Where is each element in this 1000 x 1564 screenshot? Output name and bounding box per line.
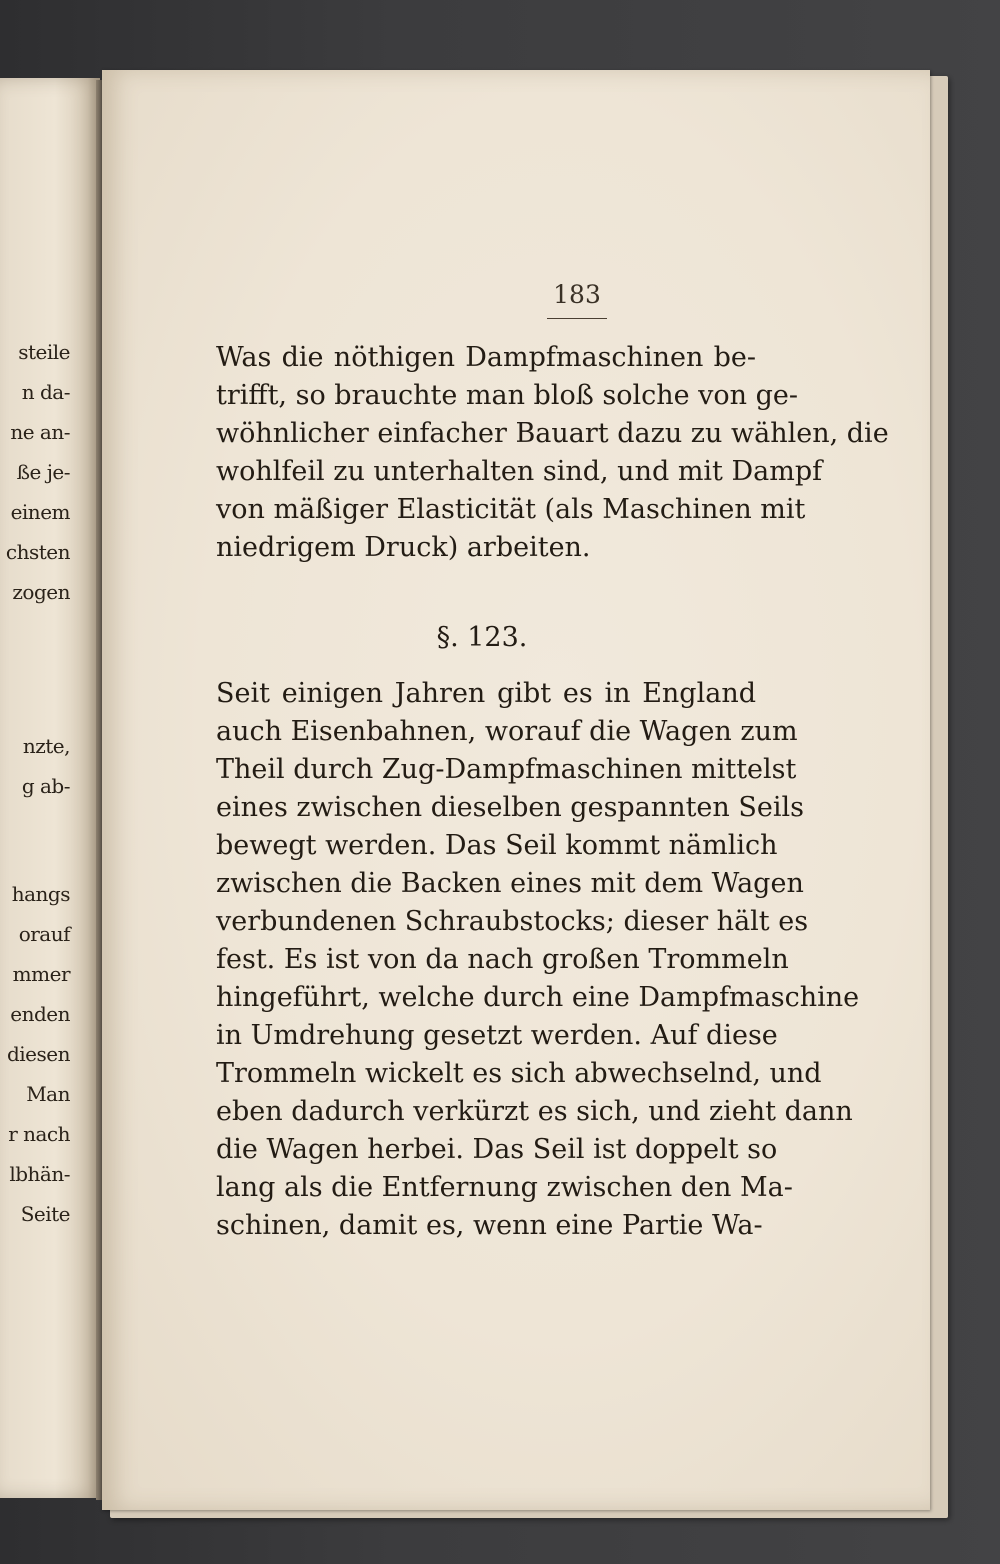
- text-line: trifft, so brauchte man bloß solche von ge-: [216, 380, 799, 411]
- text-line: fest. Es ist von da nach großen Trommeln: [216, 944, 789, 975]
- text-line: schinen, damit es, wenn eine Partie Wa-: [216, 1210, 763, 1241]
- left-fragment: r nach: [8, 1122, 70, 1146]
- left-fragment: einem: [10, 500, 70, 524]
- left-fragment: zogen: [12, 580, 70, 604]
- left-fragment: nzte,: [22, 734, 70, 758]
- left-page: [0, 78, 100, 1498]
- left-fragment: diesen: [6, 1042, 70, 1066]
- left-fragment: n da-: [21, 380, 70, 404]
- text-line: eben dadurch verkürzt es sich, und zieht dann: [216, 1096, 853, 1127]
- text-line: lang als die Entfernung zwischen den Ma-: [216, 1172, 793, 1203]
- left-fragment: ße je-: [16, 460, 70, 484]
- left-fragment: steile: [18, 340, 70, 364]
- text-line: bewegt werden. Das Seil kommt nämlich: [216, 830, 778, 861]
- left-fragment: ne an-: [10, 420, 70, 444]
- text-line: wöhnlicher einfacher Bauart dazu zu wählen, die: [216, 418, 889, 449]
- left-fragment: chsten: [5, 540, 70, 564]
- text-line: verbundenen Schraubstocks; dieser hält es: [216, 906, 809, 937]
- text-line: die Wagen herbei. Das Seil ist doppelt so: [216, 1134, 778, 1165]
- left-fragment: g ab-: [21, 774, 70, 798]
- left-fragment: Seite: [20, 1202, 70, 1226]
- text-line: Was die nöthigen Dampfmaschinen be-: [216, 342, 756, 373]
- page-number: 183: [553, 280, 601, 309]
- left-fragment: lbhän-: [9, 1162, 70, 1186]
- header-rule: [547, 318, 607, 319]
- text-line: von mäßiger Elasticität (als Maschinen mit: [216, 494, 806, 525]
- text-line: niedrigem Druck) arbeiten.: [216, 532, 591, 563]
- left-fragment: mmer: [12, 962, 70, 986]
- left-fragment: orauf: [18, 922, 70, 946]
- text-line: zwischen die Backen eines mit dem Wagen: [216, 868, 804, 899]
- text-line: Trommeln wickelt es sich abwechselnd, und: [216, 1058, 822, 1089]
- section-heading: §. 123.: [436, 622, 528, 653]
- text-line: in Umdrehung gesetzt werden. Auf diese: [216, 1020, 778, 1051]
- left-fragment: hangs: [11, 882, 70, 906]
- text-line: Seit einigen Jahren gibt es in England: [216, 678, 756, 709]
- left-fragment: enden: [10, 1002, 70, 1026]
- text-line: auch Eisenbahnen, worauf die Wagen zum: [216, 716, 798, 747]
- left-fragment: Man: [26, 1082, 70, 1106]
- text-line: hingeführt, welche durch eine Dampfmaschine: [216, 982, 860, 1013]
- text-line: Theil durch Zug-Dampfmaschinen mittelst: [216, 754, 797, 785]
- text-line: eines zwischen dieselben gespannten Seils: [216, 792, 804, 823]
- right-page: [102, 70, 930, 1510]
- text-line: wohlfeil zu unterhalten sind, und mit Dampf: [216, 456, 823, 487]
